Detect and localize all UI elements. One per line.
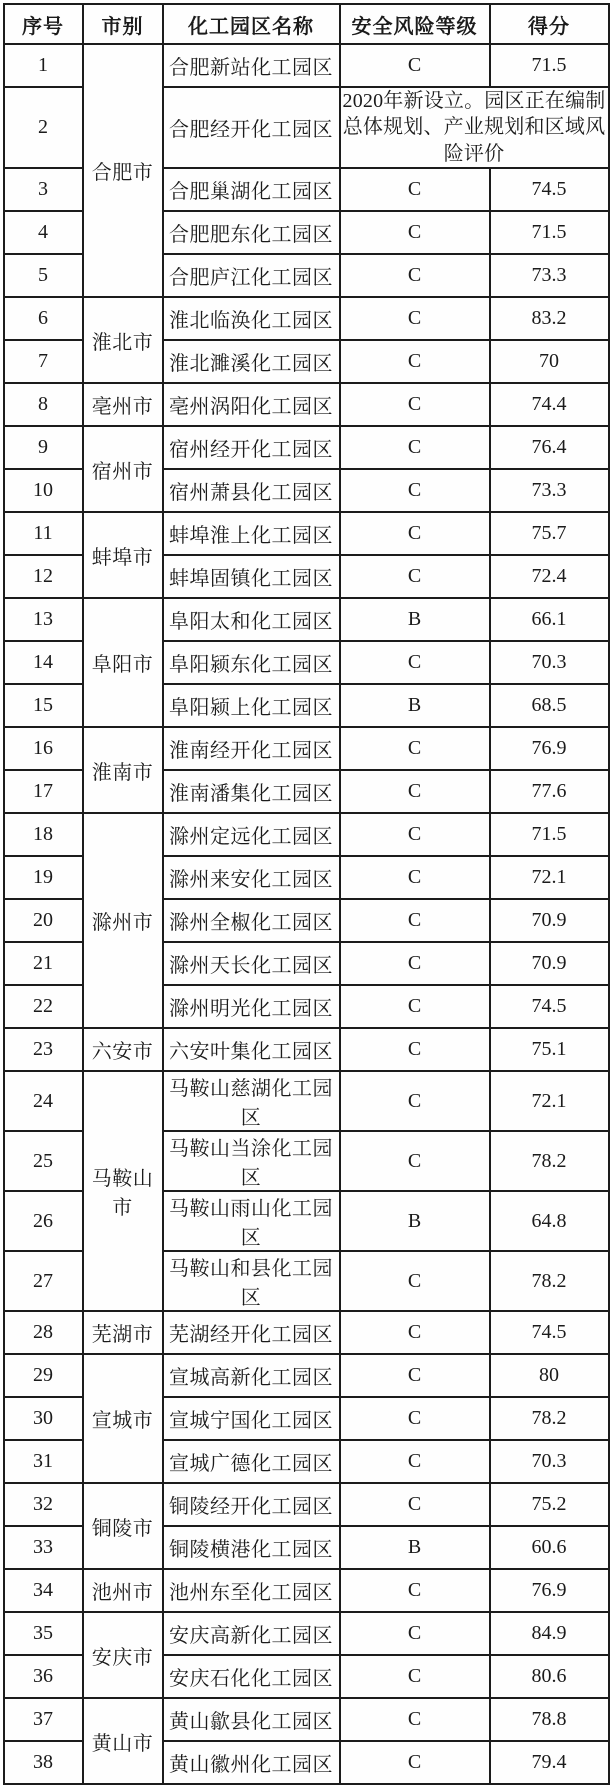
score-cell: 78.2 [490,1397,609,1440]
risk-level-cell: C [340,899,490,942]
risk-level-cell: C [340,383,490,426]
risk-level-cell: B [340,1526,490,1569]
serial-cell: 24 [4,1071,83,1131]
serial-cell: 28 [4,1311,83,1354]
table-row [4,1698,609,1741]
park-name-cell: 宣城广德化工园区 [163,1440,340,1483]
table-row [4,1569,609,1612]
serial-cell: 2 [4,87,83,168]
score-cell: 75.2 [490,1483,609,1526]
serial-cell: 36 [4,1655,83,1698]
park-name-cell: 铜陵横港化工园区 [163,1526,340,1569]
score-cell: 74.4 [490,383,609,426]
header-serial: 序号 [4,4,83,44]
score-cell: 72.1 [490,856,609,899]
park-name-cell: 蚌埠固镇化工园区 [163,555,340,598]
serial-cell: 14 [4,641,83,684]
score-cell: 78.8 [490,1698,609,1741]
risk-level-cell: C [340,297,490,340]
serial-cell: 31 [4,1440,83,1483]
park-name-cell: 滁州明光化工园区 [163,985,340,1028]
park-name-cell: 淮南潘集化工园区 [163,770,340,813]
risk-level-cell: C [340,254,490,297]
city-cell: 滁州市 [83,813,163,1028]
park-name-cell: 滁州全椒化工园区 [163,899,340,942]
serial-cell: 10 [4,469,83,512]
score-cell: 75.1 [490,1028,609,1071]
score-cell: 72.4 [490,555,609,598]
serial-cell: 8 [4,383,83,426]
table-row [4,383,609,426]
table-row [4,1028,609,1071]
header-risk-level: 安全风险等级 [340,4,490,44]
park-name-cell: 淮南经开化工园区 [163,727,340,770]
serial-cell: 12 [4,555,83,598]
score-cell: 78.2 [490,1251,609,1311]
serial-cell: 15 [4,684,83,727]
city-cell: 池州市 [83,1569,163,1612]
risk-level-cell: C [340,1071,490,1131]
city-cell: 阜阳市 [83,598,163,727]
score-cell: 83.2 [490,297,609,340]
city-cell: 黄山市 [83,1698,163,1784]
risk-level-cell: C [340,1655,490,1698]
park-name-cell: 阜阳太和化工园区 [163,598,340,641]
score-cell: 72.1 [490,1071,609,1131]
serial-cell: 17 [4,770,83,813]
table-row [4,1071,609,1131]
park-name-cell: 黄山歙县化工园区 [163,1698,340,1741]
score-cell: 74.5 [490,168,609,211]
city-cell: 蚌埠市 [83,512,163,598]
risk-level-cell: C [340,1741,490,1784]
score-cell: 66.1 [490,598,609,641]
score-cell: 74.5 [490,985,609,1028]
header-score: 得分 [490,4,609,44]
score-cell: 73.3 [490,254,609,297]
serial-cell: 4 [4,211,83,254]
score-cell: 80.6 [490,1655,609,1698]
serial-cell: 37 [4,1698,83,1741]
risk-level-cell: C [340,856,490,899]
park-name-cell: 阜阳颍东化工园区 [163,641,340,684]
table-body [4,44,609,1784]
park-name-cell: 宿州萧县化工园区 [163,469,340,512]
score-cell: 75.7 [490,512,609,555]
city-cell: 合肥市 [83,44,163,297]
park-name-cell: 滁州定远化工园区 [163,813,340,856]
city-cell: 宣城市 [83,1354,163,1483]
serial-cell: 32 [4,1483,83,1526]
city-cell: 芜湖市 [83,1311,163,1354]
city-cell: 安庆市 [83,1612,163,1698]
chemical-parks-table [3,3,610,1785]
risk-level-cell: C [340,1483,490,1526]
table-row [4,813,609,856]
risk-level-cell: C [340,1354,490,1397]
score-cell: 70.9 [490,942,609,985]
header-row [4,4,609,44]
park-name-cell: 六安叶集化工园区 [163,1028,340,1071]
park-name-cell: 安庆石化化工园区 [163,1655,340,1698]
score-cell: 71.5 [490,813,609,856]
risk-level-cell: C [340,770,490,813]
serial-cell: 9 [4,426,83,469]
serial-cell: 21 [4,942,83,985]
score-cell: 68.5 [490,684,609,727]
risk-level-cell: C [340,641,490,684]
serial-cell: 11 [4,512,83,555]
risk-level-cell: C [340,1569,490,1612]
serial-cell: 3 [4,168,83,211]
table-row [4,426,609,469]
park-name-cell: 淮北临涣化工园区 [163,297,340,340]
serial-cell: 22 [4,985,83,1028]
score-cell: 71.5 [490,211,609,254]
serial-cell: 27 [4,1251,83,1311]
table-header [4,4,609,44]
risk-level-cell: C [340,340,490,383]
serial-cell: 7 [4,340,83,383]
table-row [4,512,609,555]
serial-cell: 35 [4,1612,83,1655]
serial-cell: 5 [4,254,83,297]
table-row [4,1483,609,1526]
risk-level-cell: C [340,426,490,469]
serial-cell: 30 [4,1397,83,1440]
city-cell: 宿州市 [83,426,163,512]
park-name-cell: 合肥庐江化工园区 [163,254,340,297]
risk-level-cell: C [340,1311,490,1354]
city-cell: 马鞍山市 [83,1071,163,1311]
risk-level-cell: C [340,469,490,512]
park-name-cell: 马鞍山慈湖化工园区 [163,1071,340,1131]
serial-cell: 19 [4,856,83,899]
park-name-cell: 马鞍山雨山化工园区 [163,1191,340,1251]
city-cell: 淮南市 [83,727,163,813]
park-name-cell: 淮北濉溪化工园区 [163,340,340,383]
score-cell: 70.9 [490,899,609,942]
score-cell: 74.5 [490,1311,609,1354]
serial-cell: 16 [4,727,83,770]
risk-level-cell: C [340,985,490,1028]
serial-cell: 1 [4,44,83,87]
park-name-cell: 合肥新站化工园区 [163,44,340,87]
city-cell: 铜陵市 [83,1483,163,1569]
serial-cell: 25 [4,1131,83,1191]
park-name-cell: 滁州天长化工园区 [163,942,340,985]
score-cell: 79.4 [490,1741,609,1784]
score-cell: 78.2 [490,1131,609,1191]
park-name-cell: 黄山徽州化工园区 [163,1741,340,1784]
score-cell: 70.3 [490,1440,609,1483]
park-name-cell: 合肥经开化工园区 [163,87,340,168]
park-name-cell: 亳州涡阳化工园区 [163,383,340,426]
risk-level-cell: B [340,684,490,727]
park-name-cell: 安庆高新化工园区 [163,1612,340,1655]
risk-level-cell: C [340,211,490,254]
table-row [4,1354,609,1397]
park-name-cell: 宿州经开化工园区 [163,426,340,469]
serial-cell: 33 [4,1526,83,1569]
risk-level-cell: C [340,1397,490,1440]
park-name-cell: 芜湖经开化工园区 [163,1311,340,1354]
risk-level-cell: C [340,1612,490,1655]
risk-level-cell: B [340,598,490,641]
risk-level-cell: C [340,555,490,598]
score-cell: 76.9 [490,1569,609,1612]
risk-level-cell: C [340,1698,490,1741]
table-row [4,1612,609,1655]
score-cell: 73.3 [490,469,609,512]
park-name-cell: 铜陵经开化工园区 [163,1483,340,1526]
risk-level-cell: C [340,1131,490,1191]
serial-cell: 29 [4,1354,83,1397]
table-row [4,44,609,87]
table-row [4,598,609,641]
risk-level-cell: C [340,1028,490,1071]
serial-cell: 38 [4,1741,83,1784]
serial-cell: 20 [4,899,83,942]
risk-level-cell: C [340,942,490,985]
risk-level-cell: C [340,1440,490,1483]
park-name-cell: 宣城宁国化工园区 [163,1397,340,1440]
risk-level-cell: C [340,813,490,856]
park-name-cell: 蚌埠淮上化工园区 [163,512,340,555]
serial-cell: 26 [4,1191,83,1251]
score-cell: 77.6 [490,770,609,813]
table-row [4,1311,609,1354]
risk-level-cell: C [340,44,490,87]
score-cell: 60.6 [490,1526,609,1569]
serial-cell: 13 [4,598,83,641]
serial-cell: 6 [4,297,83,340]
park-name-cell: 滁州来安化工园区 [163,856,340,899]
city-cell: 六安市 [83,1028,163,1071]
park-name-cell: 池州东至化工园区 [163,1569,340,1612]
risk-level-cell: C [340,512,490,555]
table-row [4,727,609,770]
score-cell: 70.3 [490,641,609,684]
score-cell: 64.8 [490,1191,609,1251]
table-row [4,297,609,340]
park-name-cell: 合肥巢湖化工园区 [163,168,340,211]
score-cell: 71.5 [490,44,609,87]
score-cell: 76.9 [490,727,609,770]
risk-level-cell: B [340,1191,490,1251]
serial-cell: 34 [4,1569,83,1612]
park-name-cell: 阜阳颍上化工园区 [163,684,340,727]
risk-level-cell: C [340,168,490,211]
score-cell: 76.4 [490,426,609,469]
park-name-cell: 宣城高新化工园区 [163,1354,340,1397]
city-cell: 淮北市 [83,297,163,383]
score-cell: 80 [490,1354,609,1397]
serial-cell: 18 [4,813,83,856]
risk-level-cell: C [340,1251,490,1311]
park-name-cell: 马鞍山当涂化工园区 [163,1131,340,1191]
risk-level-cell: C [340,727,490,770]
score-cell: 70 [490,340,609,383]
score-cell: 84.9 [490,1612,609,1655]
park-name-cell: 合肥肥东化工园区 [163,211,340,254]
park-name-cell: 马鞍山和县化工园区 [163,1251,340,1311]
note-cell: 2020年新设立。园区正在编制总体规划、产业规划和区域风险评价 [340,87,609,168]
serial-cell: 23 [4,1028,83,1071]
city-cell: 亳州市 [83,383,163,426]
header-city: 市别 [83,4,163,44]
header-park-name: 化工园区名称 [163,4,340,44]
